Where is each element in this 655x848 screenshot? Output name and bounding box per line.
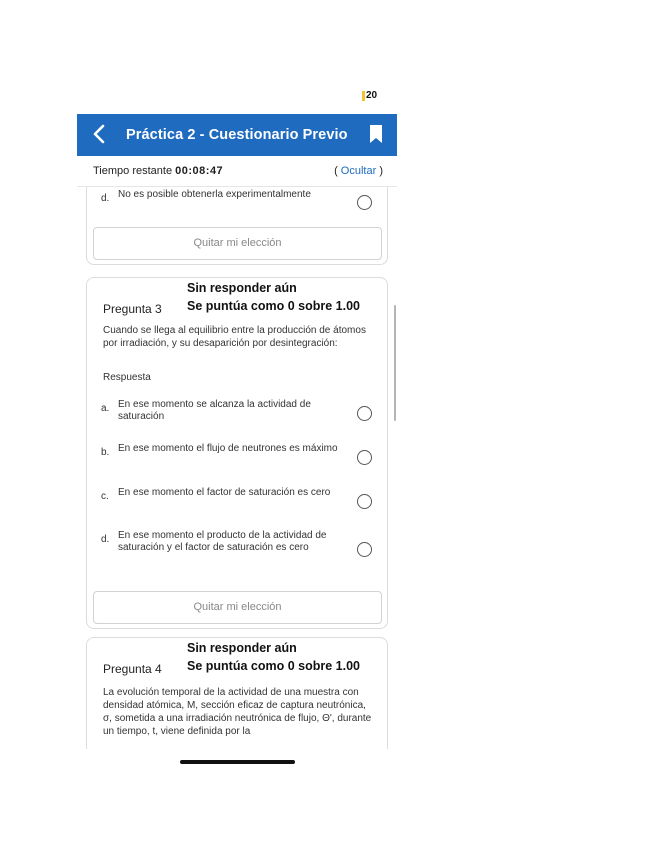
radio-icon[interactable] bbox=[357, 494, 372, 509]
page-title: Práctica 2 - Cuestionario Previo bbox=[126, 127, 348, 143]
hide-timer-group bbox=[334, 156, 383, 186]
option-text: En ese momento el flujo de neutrones es máximo bbox=[118, 443, 338, 454]
timer-bar bbox=[77, 156, 397, 187]
question-card-4 bbox=[86, 637, 388, 749]
question-status: Sin responder aún bbox=[187, 641, 297, 655]
option-letter: b. bbox=[101, 447, 110, 458]
app-bar bbox=[77, 114, 397, 156]
hide-paren-open: ( bbox=[334, 165, 338, 177]
option-text: No es posible obtenerla experimentalmente bbox=[118, 189, 311, 200]
radio-icon[interactable] bbox=[357, 450, 372, 465]
clear-choice-button[interactable]: Quitar mi elección bbox=[93, 227, 382, 260]
home-indicator[interactable] bbox=[180, 760, 295, 764]
battery-icon bbox=[362, 91, 365, 101]
question-status: Sin responder aún bbox=[187, 281, 297, 295]
radio-icon[interactable] bbox=[357, 406, 372, 421]
option-text: En ese momento se alcanza la actividad de saturación bbox=[118, 399, 311, 422]
question-card-3 bbox=[86, 277, 388, 629]
timer-label: Tiempo restante bbox=[93, 165, 173, 177]
question-card-2 bbox=[86, 187, 388, 265]
quiz-content bbox=[77, 187, 397, 749]
radio-icon[interactable] bbox=[357, 542, 372, 557]
question-text: Cuando se llega al equilibrio entre la producción de átomos por irradiación, y su desaparición por desintegración: bbox=[103, 325, 366, 349]
option-letter: d. bbox=[101, 534, 110, 545]
scrollbar[interactable] bbox=[394, 305, 396, 421]
timer-value: 00:08:47 bbox=[175, 165, 224, 177]
timer-label-group bbox=[93, 156, 223, 186]
option-letter: d. bbox=[101, 193, 110, 204]
option-text: En ese momento el factor de saturación es cero bbox=[118, 487, 331, 498]
bookmark-icon[interactable] bbox=[369, 124, 383, 144]
option-letter: a. bbox=[101, 403, 110, 414]
battery-level: 20 bbox=[366, 90, 378, 101]
clear-choice-button[interactable]: Quitar mi elección bbox=[93, 591, 382, 624]
hide-timer-link[interactable]: Ocultar bbox=[340, 165, 377, 177]
radio-icon[interactable] bbox=[357, 195, 372, 210]
question-score: Se puntúa como 0 sobre 1.00 bbox=[187, 299, 360, 313]
option-text: En ese momento el producto de la actividad de saturación y el factor de saturación es cero bbox=[118, 530, 327, 553]
question-text: La evolución temporal de la actividad de una muestra con densidad atómica, M, sección eficaz de captura neutrónica, σ, sometida a una irradiación neutrónica de flujo, Θ', durante un tiempo, t, viene definida por la bbox=[103, 687, 372, 737]
question-number: Pregunta 3 bbox=[103, 302, 162, 316]
chevron-left-icon[interactable] bbox=[91, 123, 109, 145]
answer-label: Respuesta bbox=[103, 372, 151, 383]
hide-paren-close: ) bbox=[379, 165, 383, 177]
battery-indicator bbox=[362, 90, 378, 102]
option-letter: c. bbox=[101, 491, 109, 502]
question-number: Pregunta 4 bbox=[103, 662, 162, 676]
question-score: Se puntúa como 0 sobre 1.00 bbox=[187, 659, 360, 673]
